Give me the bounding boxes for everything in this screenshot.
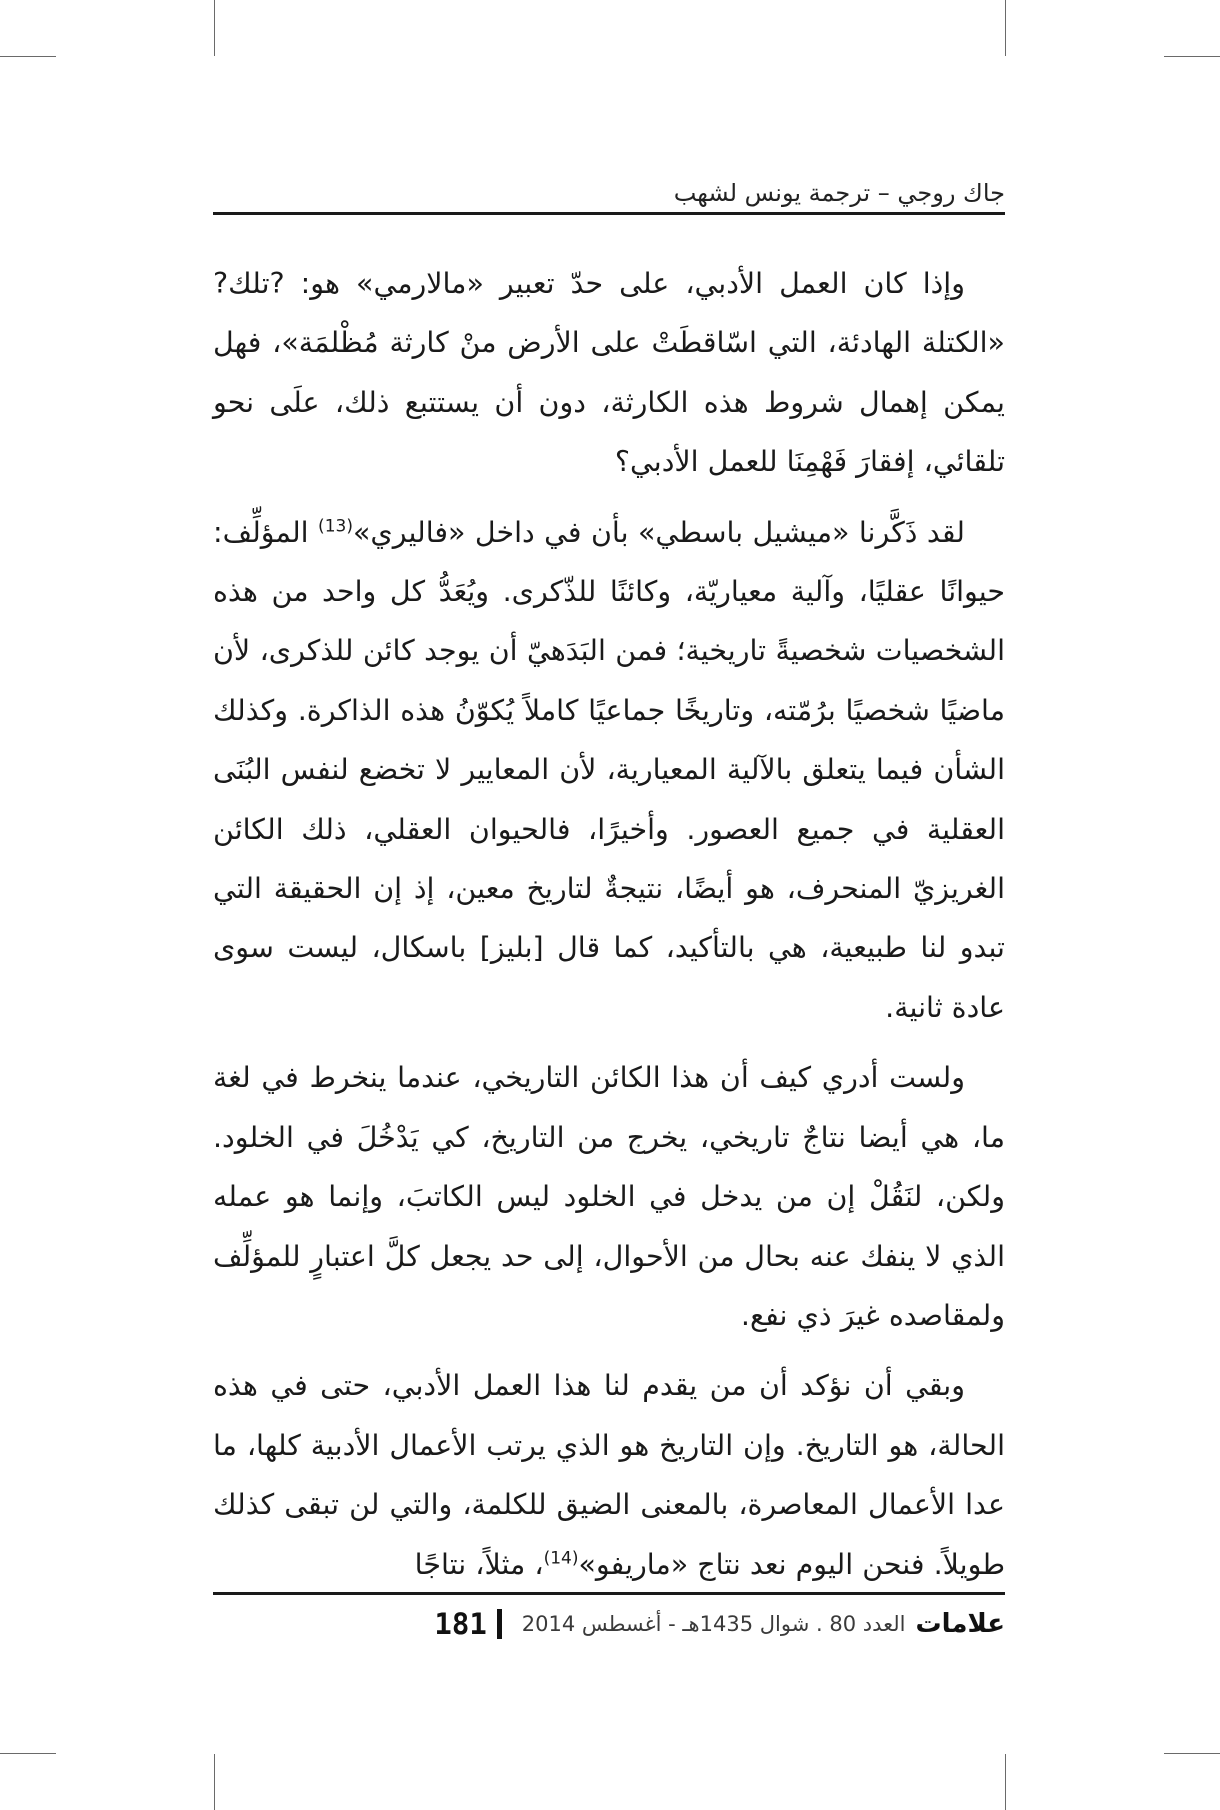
- crop-mark: [0, 1753, 56, 1754]
- body-text: [213, 254, 1005, 1605]
- paragraph-2-text-b: المؤلِّف: حيوانًا عقليًا، وآلية معياريّة، وكائنًا للذّكرى. ويُعَدُّ كل واحد من هذه الشخصيات شخصيةً تاريخية؛ فمن البَدَهيّ أن يوجد كائن للذكرى، لأن ماضيًا شخصيًا برُمّته، وتاريخًا جماعيًا كاملاً يُكوّنُ هذه الذاكرة. وكذلك الشأن فيما يتعلق بالآلية المعيارية، لأن المعايير لا تخضع لنفس البُنَى العقلية في جميع العصور. وأخيرًا، فالحيوان العقلي، ذلك الكائن الغريزيّ المنحرف، هو أيضًا، نتيجةٌ لتاريخ معين، إذ إن الحقيقة التي تبدو لنا طبيعية، هي بالتأكيد، كما قال [بليز] باسكال، ليست سوى عادة ثانية.: [213, 515, 1005, 1024]
- paragraph-3: ولست أدري كيف أن هذا الكائن التاريخي، عندما ينخرط في لغة ما، هي أيضا نتاجٌ تاريخي، يخرج من التاريخ، كي يَدْخُلَ في الخلود. ولكن، لنَقُلْ إن من يدخل في الخلود ليس الكاتبَ، وإنما هو عمله الذي لا ينفك عنه بحال من الأحوال، إلى حد يجعل كلَّ اعتبارٍ للمؤلِّف ولمقاصده غيرَ ذي نفع.: [213, 1061, 1005, 1332]
- journal-logo: علامات: [915, 1609, 1005, 1639]
- crop-mark: [1005, 1754, 1006, 1810]
- issue-info: العدد 80 . شوال 1435هـ - أغسطس 2014: [521, 1612, 906, 1636]
- crop-mark: [0, 56, 56, 57]
- paragraph-2: [213, 503, 1005, 1038]
- book-page: [213, 170, 1005, 1640]
- crop-mark: [214, 1754, 215, 1810]
- page-number: 181: [434, 1607, 487, 1641]
- footnote-ref-14: (14): [543, 1548, 579, 1569]
- crop-mark: [1164, 56, 1220, 57]
- crop-mark: [1164, 1753, 1220, 1754]
- footer-separator: [497, 1609, 502, 1639]
- crop-mark: [1005, 0, 1006, 56]
- paragraph-4-text-b: ، مثلاً، نتاجًا: [414, 1547, 544, 1581]
- running-head: جاك روجي – ترجمة يونس لشهب: [673, 179, 1005, 207]
- paragraph-2-text-a: لقد ذَكَّرنا «ميشيل باسطي» بأن في داخل «فاليري»: [352, 515, 965, 549]
- paragraph-4: [213, 1356, 1005, 1594]
- page-footer: [213, 1604, 1005, 1644]
- paragraph-1: وإذا كان العمل الأدبي، على حدّ تعبير «مالارمي» هو: ?تلك? «الكتلة الهادئة، التي اسّاقطَتْ على الأرض منْ كارثة مُظْلمَة»، فهل يمكن إهمال شروط هذه الكارثة، دون أن يستتبع ذلك، علَى نحو تلقائي، إفقارَ فَهْمِنَا للعمل الأدبي؟: [213, 267, 1005, 479]
- header-rule: [213, 212, 1005, 215]
- footer-rule: [213, 1592, 1005, 1595]
- crop-mark: [214, 0, 215, 56]
- footnote-ref-13: (13): [318, 516, 353, 537]
- paragraph-4-text-a: وبقي أن نؤكد أن من يقدم لنا هذا العمل الأدبي، حتى في هذه الحالة، هو التاريخ. وإن التاريخ هو الذي يرتب الأعمال الأدبية كلها، ما عدا الأعمال المعاصرة، بالمعنى الضيق للكلمة، والتي لن تبقى كذلك طويلاً. فنحن اليوم نعد نتاج «ماريفو»: [213, 1369, 1005, 1581]
